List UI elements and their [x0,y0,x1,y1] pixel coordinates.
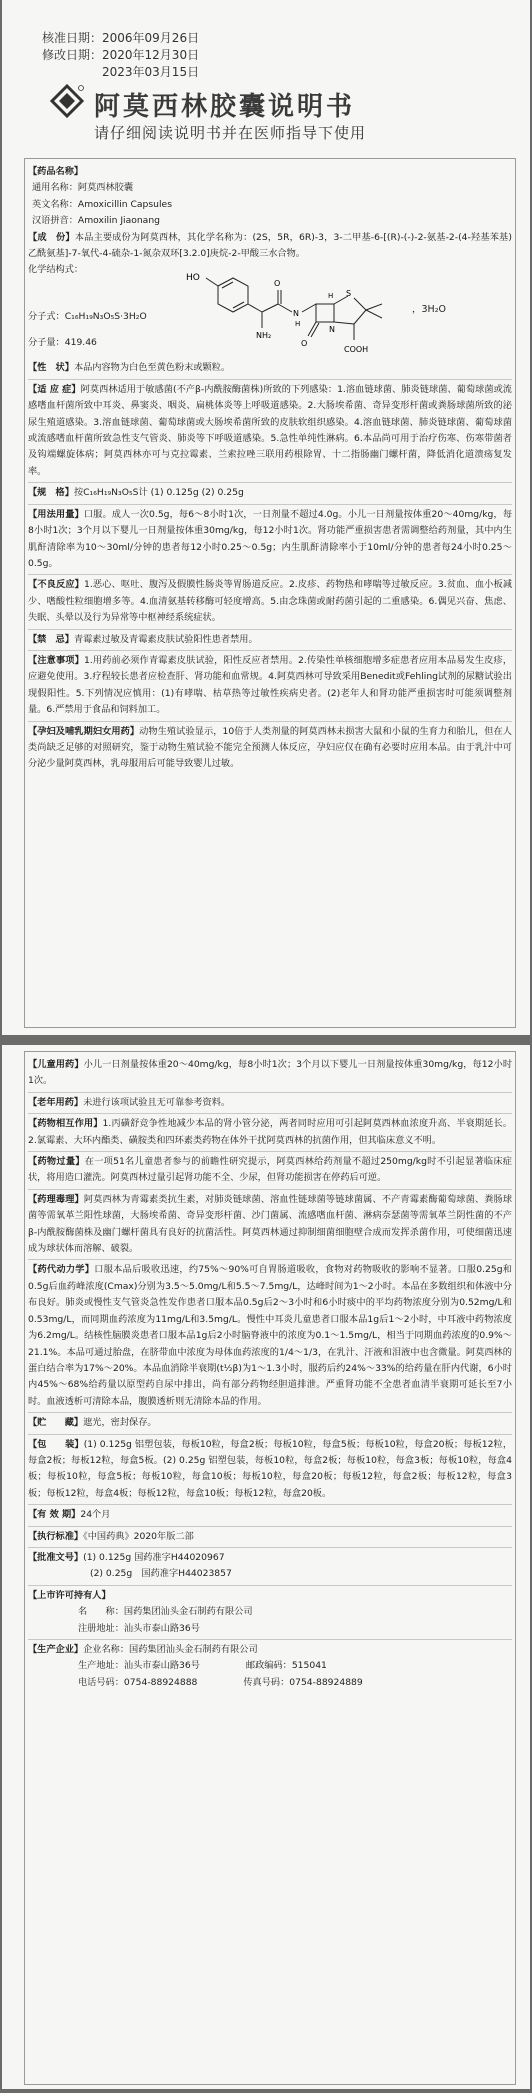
date-block [42,30,199,81]
interactions-text: 1.丙磺舒竞争性地减少本品的肾小管分泌，两者同时应用可引起阿莫西林血浓度升高、半衰期延长。2.氯霉素、大环内酯类、磺胺类和四环素类药物在体外干扰阿莫西林的抗菌作用，但其临床意义不明。 [28,1118,512,1146]
pharmacokinetics-section [28,1262,512,1410]
pediatric-section [28,1057,512,1090]
atom-cooh: COOH [344,345,369,355]
adverse-text: 1.恶心、呕吐、腹泻及假膜性肠炎等胃肠道反应。2.皮疹、药物热和哮喘等过敏反应。3.贫血、血小板减少、嗜酸性粒细胞增多等。4.血清氨基转移酶可轻度增高。5.由念珠菌或耐药菌引起的二重感染。6.偶见兴奋、焦虑、失眠、头晕以及行为异常等中枢神经系统症状。 [28,579,513,624]
atom-o1: O [274,279,281,289]
dosage-text: 口服。成人一次0.5g，每6～8小时1次，一日剂量不超过4.0g。小儿一日剂量按体重20～40mg/kg，每8小时1次；3个月以下婴儿一日剂量按体重30mg/kg，每12小时1次。肾功能严重损害患者需调整给药剂量，其中内生肌酐清除率为10～30ml/分钟的患者每12小时0.25～0.5g；内生肌酐清除率小于10ml/分钟的患者每24小时0.25～0.5g。 [28,508,513,569]
indications-text: 阿莫西林适用于敏感菌(不产β-内酰胺酶菌株)所致的下列感染：1.溶血链球菌、肺炎链球菌、葡萄球菌或流感嗜血杆菌所致中耳炎、鼻窦炎、咽炎、扁桃体炎等上呼吸道感染。2.大肠埃希菌、奇异变形杆菌或粪肠球菌所致的泌尿生殖道感染。3.溶血链球菌、葡萄球菌或大肠埃希菌所致的皮肤软组织感染。4.溶血链球菌、肺炎链球菌、葡萄球菌或流感嗜血杆菌所致急性支气管炎、肺炎等下呼吸道感染。5.急性单纯性淋病。6.本品尚可用于治疗伤寒、伤寒带菌者及钩端螺旋体病；阿莫西林亦可与克拉霉素、兰索拉唑三联用药根除胃、十二指肠幽门螺杆菌，降低消化道溃疡复发率。 [28,383,512,477]
interactions-label: 【药物相互作用】 [28,1118,103,1130]
storage-text: 遮光，密封保存。 [83,1417,157,1429]
leaflet-content-2 [28,1057,512,1691]
precautions-label: 【注意事项】 [28,654,84,666]
atom-n1: N [293,309,299,319]
validity-label: 【有 效 期】 [28,1509,81,1521]
molecular-weight: 分子量：419.46 [28,337,97,349]
appearance-text: 本品内容物为白色至黄色粉末或颗粒。 [73,362,231,374]
manufacturer-address: 生产地址：汕头市泰山路36号 邮政编码：515041 [78,1660,327,1672]
pharmacology-label: 【药理毒理】 [28,1193,84,1205]
indications-section [28,382,512,480]
leaflet-content-1 [28,164,512,773]
precautions-section [28,653,512,719]
validity-text: 24个月 [80,1509,111,1521]
leaflet-title: 阿莫西林胶囊说明书 [94,92,356,122]
adverse-label: 【不良反应】 [28,579,85,591]
precautions-text: 1.用药前必须作青霉素皮肤试验，阳性反应者禁用。2.传染性单核细胞增多症患者应用本品易发生皮疹，应避免使用。3.疗程较长患者应检查肝、肾功能和血常规。4.阿莫西林可导致采用Benedit或Fehling试剂的尿糖试验出现假阳性。5.下列情况应慎用：(1)有哮喘、枯草热等过敏性疾病史者。(2)老年人和肾功能严重损害时可能须调整剂量。6.严禁用于食品和饲料加工。 [28,654,513,716]
standard-section [28,1529,512,1545]
english-name: 英文名称：Amoxicillin Capsules [32,198,172,210]
dosage-label: 【用法用量】 [28,508,84,520]
overdose-label: 【药物过量】 [28,1156,85,1168]
approval-date: 核准日期：2006年09月26日 [42,31,200,45]
atom-ho: HO [186,273,200,284]
atom-nh2: NH₂ [256,331,272,341]
approval-section [28,1550,512,1566]
mah-address: 注册地址：汕头市泰山路36号 [78,1622,200,1634]
atom-h: H [295,320,301,329]
pregnancy-text: 动物生殖试验显示，10倍于人类剂量的阿莫西林未损害大鼠和小鼠的生育力和胎儿，但在人类尚缺乏足够的对照研究，鉴于动物生殖试验不能完全预测人体反应，孕妇应仅在确有必要时应用本品。由于乳汁中可分泌少量阿莫西林，乳母服用后可能导致婴儿过敏。 [28,725,512,770]
molecular-formula: 分子式：C₁₆H₁₉N₃O₅S·3H₂O [28,310,147,322]
storage-label: 【贮 藏】 [28,1417,84,1429]
structure-label: 化学结构式： [28,264,84,276]
appearance-label: 【性 状】 [28,362,74,374]
contraindications-section [28,632,512,648]
interactions-section [28,1116,512,1149]
contraindications-text: 青霉素过敏及青霉素皮肤试验阳性患者禁用。 [73,633,258,645]
leaflet-subtitle: 请仔细阅读说明书并在医师指导下使用 [94,124,367,142]
revision-date: 修改日期：2020年12月30日 [42,48,200,62]
elderly-text: 未进行该项试验且无可靠参考资料。 [83,1096,231,1108]
manufacturer-phone: 电话号码：0754-88924888 传真号码：0754-88924889 [78,1676,363,1688]
mah-label: 【上市许可持有人】 [28,1589,111,1601]
drug-name-heading: 【药品名称】 [28,166,84,177]
packaging-label: 【包 装】 [28,1438,84,1450]
pharmacokinetics-label: 【药代动力学】 [28,1264,95,1276]
pinyin-name: 汉语拼音：Amoxilin Jiaonang [32,215,160,227]
elderly-section [28,1095,512,1111]
packaging-text: (1) 0.125g 铝塑包装，每板10粒，每盒2板；每板10粒，每盒5板；每板10粒，每盒20板；每板12粒，每盒2板；每板12粒，每盒5板。(2) 0.25g 铝塑包装，每板10粒，每盒2板；每板10粒，每盒3板；每板10粒，每盒4板；每板10粒，每盒5板；每板10粒，每盒10板；每板10粒，每盒20板；每板12粒，每盒2板；每板12粒，每盒3板；每板12粒，每盒4板；每板12粒，每盒10板；每板12粒，每盒20板。 [28,1438,513,1499]
chemical-structure-block [28,262,512,360]
atom-o2: O [301,339,308,349]
standard-text: 《中国药典》2020年版二部 [83,1530,194,1542]
approval-label: 【批准文号】 [28,1551,84,1563]
revision-date-2: 2023年03月15日 [102,65,200,79]
specification-section [28,485,512,501]
company-logo-icon [50,84,84,118]
storage-section [28,1415,512,1431]
specification-text: 按C₁₆H₁₉N₃O₅S计 (1) 0.125g (2) 0.25g [73,487,244,499]
overdose-text: 在一项51名儿童患者参与的前瞻性研究提示，阿莫西林给药剂量不超过250mg/kg时不引起显著临床症状，将用造口灌洗。阿莫西林过量引起肾功能不全、少尿，但肾功能损害在停药后可逆。 [28,1156,512,1184]
ingredients-text: 本品主要成份为阿莫西林，其化学名称为：(2S，5R，6R)-3，3-二甲基-6-[(R)-(-)-2-氨基-2-(4-羟基苯基)乙酰氨基]-7-氧代-4-硫杂-1-氮杂双环[3.2.0]庚烷-2-甲酸三水合物。 [28,231,512,260]
ingredients-label: 【成 份】 [28,231,75,243]
atom-s: S [346,289,352,299]
approval-line-1: (1) 0.125g 国药准字H44020967 [83,1551,225,1563]
pregnancy-section [28,724,512,773]
validity-section [28,1507,512,1523]
hydrate-label: ，3H₂O [412,304,446,316]
pharmacokinetics-text: 口服本品后吸收迅速，约75%～90%可自胃肠道吸收，食物对药物吸收的影响不显著。口服0.25g和0.5g后血药峰浓度(Cmax)分别为3.5～5.0mg/L和5.5～7.5mg/L，达峰时间为1～2小时。本品在多数组织和体液中分布良好。肺炎或慢性支气管炎急性发作患者口服本品0.5g后2～3小时和6小时痰中的平均药物浓度分别为0.52mg/L和0.53mg/L，而同期血药浓度为11mg/L和3.5mg/L。慢性中耳炎儿童患者口服本品1g后1～2小时，中耳液中药物浓度为6.2mg/L。结核性脑膜炎患者口服本品1g后2小时脑脊液中的浓度为0.1～1.5mg/L，相当于同期血药浓度的0.9%～21.1%。本品可通过胎盘，在脐带血中浓度为母体血药浓度的1/4～1/3，在乳汁、汗液和泪液中也含微量。阿莫西林的蛋白结合率为17%～20%。本品血消除半衰期(t½β)为1～1.3小时，服药后约24%～33%的给药量在肝内代谢，6小时内45%～68%给药量以原型药自尿中排出，尚有部分药物经胆道排泄。严重肾功能不全患者血清半衰期可延长至7小时。血液透析可清除本品，腹膜透析则无清除本品的作用。 [28,1264,512,1407]
atom-n2: N [329,325,335,335]
mah-name: 名 称：国药集团汕头金石制药有限公司 [78,1606,253,1618]
pediatric-label: 【儿童用药】 [28,1059,84,1070]
leaflet-page-1 [2,0,530,1035]
manufacturer-name: 企业名称：国药集团汕头金石制药有限公司 [83,1644,258,1655]
approval-line-2: (2) 0.25g 国药准字H44023857 [90,1568,232,1580]
pediatric-text: 小儿一日剂量按体重20～40mg/kg，每8小时1次；3个月以下婴儿一日剂量按体重30mg/kg，每12小时1次。 [28,1059,513,1087]
pharmacology-text: 阿莫西林为青霉素类抗生素，对肺炎链球菌、溶血性链球菌等链球菌属、不产青霉素酶葡萄球菌、粪肠球菌等需氧革兰阳性球菌，大肠埃希菌、奇异变形杆菌、沙门菌属、流感嗜血杆菌、淋病奈瑟菌等需氧革兰阴性菌的不产β-内酰胺酶菌株及幽门螺杆菌具有良好的抗菌活性。阿莫西林通过抑制细菌细胞壁合成而发挥杀菌作用，可使细菌迅速成为球状体而溶解、破裂。 [28,1193,513,1255]
contraindications-label: 【禁 忌】 [28,633,74,645]
standard-label: 【执行标准】 [28,1530,84,1542]
pharmacology-section [28,1192,512,1258]
pregnancy-label: 【孕妇及哺乳期妇女用药】 [28,725,140,737]
chemical-structure-diagram [178,256,403,356]
leaflet-page-2 [2,1045,530,2089]
elderly-label: 【老年用药】 [28,1096,84,1108]
manufacturer-section [28,1642,512,1658]
atom-h2: H [328,292,334,301]
specification-label: 【规 格】 [28,487,74,499]
overdose-section [28,1154,512,1187]
dosage-section [28,507,512,573]
adverse-reactions-section [28,577,512,626]
indications-label: 【适 应 症】 [28,383,81,395]
appearance-section [28,360,512,376]
manufacturer-label: 【生产企业】 [28,1644,84,1655]
packaging-section [28,1437,512,1503]
generic-name: 通用名称：阿莫西林胶囊 [32,182,134,194]
